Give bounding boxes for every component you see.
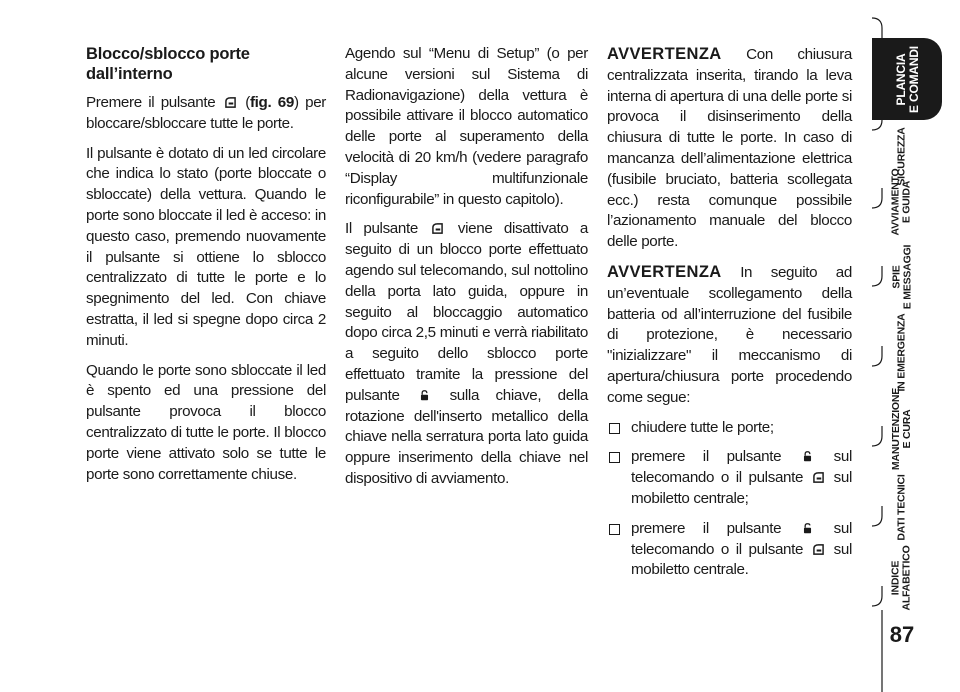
paragraph: Agendo sul “Menu di Setup” (o per alcune versioni sul Sistema di Radionavigazione) della vettura è possibile attivare il blocco automatico delle porte al superamento della velocità di 20 km/h (vedere paragrafo “Display multifunzionale riconfigurabile” in questo capitolo). bbox=[345, 45, 588, 208]
warning-paragraph: AVVERTENZA Con chiusura centralizzata inserita, tirando la leva interna di apertura di una delle porte si provoca il disinserimento della chiusura di tutte le porte. In caso di mancanza dell’alimentazione elettrica (fusibile bruciato, batteria scollegata ecc.) resta comunque possibile l’azionamento manuale del blocco delle porte. bbox=[607, 45, 852, 251]
tab-manutenzione-e-cura[interactable]: MANUTENZIONE E CURA bbox=[890, 387, 913, 471]
figure-reference: fig. 69 bbox=[249, 94, 294, 111]
paragraph: Quando le porte sono sbloccate il led è spento ed una pressione del pulsante provoca il blocco centralizzato di tutte le porte. Il blocco porte viene attivato solo se tutte le porte sono correttamente chiuse. bbox=[86, 361, 326, 483]
warning-paragraph: AVVERTENZA In seguito ad un’eventuale scollegamento della batteria od all’interruzione del fusibile di protezione, è necessario "inizializzare" il meccanismo di apertura/chiusura porte procedendo come segue: bbox=[607, 262, 852, 406]
tab-avviamento-e-guida[interactable]: AVVIAMENTO E GUIDA bbox=[890, 168, 914, 236]
checkbox-bullet-icon bbox=[609, 524, 620, 535]
checkbox-bullet-icon bbox=[609, 452, 620, 463]
tab-sicurezza[interactable]: SICUREZZA bbox=[895, 126, 908, 186]
column-1 bbox=[86, 44, 326, 494]
car-door-lock-icon bbox=[813, 544, 824, 555]
car-door-lock-icon bbox=[813, 472, 824, 483]
section-heading: Blocco/sblocco porte dall’interno bbox=[86, 45, 250, 83]
page-number: 87 bbox=[889, 622, 915, 647]
list-item: premere il pulsante sul telecomando o il pulsante sul mobiletto centrale. bbox=[607, 519, 852, 581]
warning-label: AVVERTENZA bbox=[607, 262, 722, 281]
paragraph: Premere il pulsante (fig. 69) per bloccare/sbloccare tutte le porte. bbox=[86, 94, 326, 132]
column-2 bbox=[345, 44, 588, 499]
padlock-open-icon bbox=[802, 523, 813, 534]
list-item: chiudere tutte le porte; bbox=[607, 418, 852, 439]
warning-label: AVVERTENZA bbox=[607, 45, 722, 63]
checkbox-bullet-icon bbox=[609, 423, 620, 434]
paragraph: Il pulsante viene disattivato a seguito di un blocco porte effettuato agendo sul telecomando, sul nottolino della porta lato guida, oppure in seguito al bloccaggio automatico dopo circa 2,5 minuti e verrà riabilitato a seguito dello sblocco porte effettuato tramite la pressione del pulsante sulla chiave, della rotazione dell'inserto metallico della chiave nella serratura porta lato guida oppure inserimento della chiave nel dispositivo di avviamento. bbox=[345, 220, 588, 487]
padlock-icon bbox=[802, 451, 813, 462]
tab-spie-e-messaggi[interactable]: SPIE E MESSAGGI bbox=[890, 244, 914, 310]
tab-in-emergenza[interactable]: IN EMERGENZA bbox=[895, 312, 908, 392]
car-door-lock-icon bbox=[225, 97, 236, 108]
car-door-lock-icon bbox=[432, 223, 443, 234]
tab-indice-alfabetico[interactable]: INDICE ALFABETICO bbox=[890, 545, 913, 611]
tab-dati-tecnici[interactable]: DATI TECNICI bbox=[895, 473, 908, 541]
procedure-list bbox=[607, 418, 852, 582]
padlock-icon bbox=[419, 390, 430, 401]
column-3 bbox=[607, 44, 852, 590]
list-item: premere il pulsante sul telecomando o il pulsante sul mobiletto centrale; bbox=[607, 447, 852, 509]
paragraph: Il pulsante è dotato di un led circolare che indica lo stato (porte bloccate o sbloccate) della vettura. Quando le porte sono bloccate il led è acceso: in questo caso, premendo nuovamente il pulsante si ottiene lo sblocco centralizzato di tutte le porte e lo spegnimento del led. Con chiave estratta, il led si spegne dopo circa 2 minuti. bbox=[86, 144, 326, 349]
tab-plancia-e-comandi[interactable]: PLANCIA E COMANDI bbox=[872, 38, 942, 120]
chapter-tab-bar bbox=[872, 0, 960, 692]
